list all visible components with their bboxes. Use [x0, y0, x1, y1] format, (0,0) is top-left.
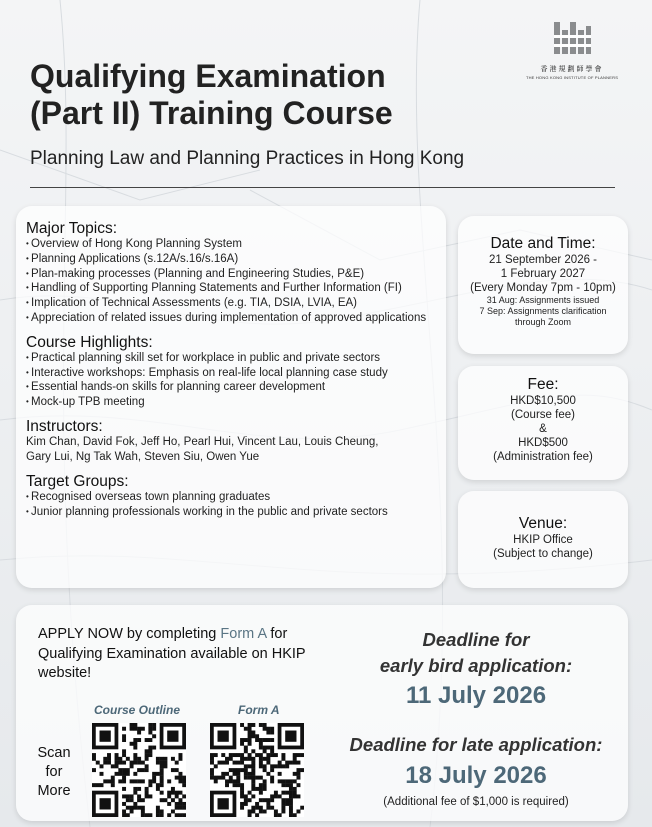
- early-deadline-line-1: Deadline for: [422, 629, 530, 650]
- major-topics-list: [26, 237, 436, 326]
- late-fee-note: (Additional fee of $1,000 is required): [383, 796, 569, 808]
- page-subtitle: Planning Law and Planning Practices in Hong Kong: [30, 148, 465, 169]
- application-panel: [16, 605, 628, 821]
- fee-panel: [458, 366, 628, 480]
- form-a-qr-label: Form A: [238, 703, 280, 717]
- logo-chinese-name: 香港規劃師學會: [540, 65, 604, 73]
- list-item: • Implication of Technical Assessments (e.g. TIA, DSIA, LVIA, EA): [26, 296, 436, 311]
- fee-ampersand: &: [539, 423, 547, 435]
- list-item: • Handling of Supporting Planning Statements and Further Information (FI): [26, 281, 436, 296]
- early-deadline-date: 11 July 2026: [405, 682, 547, 709]
- list-item: • Recognised overseas town planning graduates: [26, 490, 436, 505]
- form-a-qr-code[interactable]: [210, 723, 304, 817]
- apply-text-start: APPLY NOW by completing: [38, 626, 221, 642]
- venue-note: (Subject to change): [493, 548, 593, 560]
- list-item: • Planning Applications (s.12A/s.16/s.16A): [26, 252, 436, 267]
- schedule-text: (Every Monday 7pm - 10pm): [470, 282, 616, 294]
- list-item: • Overview of Hong Kong Planning System: [26, 237, 436, 252]
- title-line-1: Qualifying Examination: [30, 58, 386, 94]
- page-title: [30, 58, 393, 132]
- venue-place: HKIP Office: [513, 534, 573, 546]
- for-word: for: [45, 764, 63, 780]
- instructors-heading: Instructors:: [26, 417, 103, 435]
- logo-english-name: THE HONG KONG INSTITUTE OF PLANNERS: [525, 75, 619, 80]
- fee-heading: Fee:: [527, 376, 559, 393]
- early-deadline-line-2: early bird application:: [379, 655, 573, 676]
- course-outline-label: Course Outline: [94, 703, 181, 717]
- course-highlights-heading: Course Highlights:: [26, 333, 153, 351]
- hkip-logo: [524, 20, 620, 80]
- course-fee-amount: HKD$10,500: [510, 395, 576, 407]
- major-topics-heading: Major Topics:: [26, 220, 118, 237]
- instructors-line-1: Kim Chan, David Fok, Jeff Ho, Pearl Hui, Vincent Lau, Louis Cheung,: [26, 435, 379, 448]
- apply-text: [38, 625, 318, 684]
- venue-panel: [458, 491, 628, 588]
- list-item: • Practical planning skill set for workplace in public and private sectors: [26, 351, 436, 366]
- admin-fee-label: (Administration fee): [493, 451, 593, 463]
- date-range-end: 1 February 2027: [500, 268, 586, 280]
- scan-for-more-text: [34, 744, 74, 801]
- instructors-line-2: Gary Lui, Ng Tak Wah, Steven Siu, Owen Yue: [26, 450, 260, 463]
- title-line-2: (Part II) Training Course: [30, 95, 393, 131]
- list-item: • Interactive workshops: Emphasis on real-life local planning case study: [26, 366, 436, 381]
- hkip-logo-mark: [552, 20, 592, 56]
- course-highlights-list: [26, 351, 436, 410]
- date-time-heading: Date and Time:: [490, 235, 596, 252]
- venue-heading: Venue:: [518, 515, 568, 532]
- assignment-note-3: through Zoom: [514, 317, 572, 327]
- list-item: • Junior planning professionals working in the public and private sectors: [26, 505, 436, 520]
- course-fee-label: (Course fee): [511, 409, 575, 421]
- more-word: More: [37, 783, 71, 799]
- assignment-note-2: 7 Sep: Assignments clarification: [479, 306, 607, 316]
- target-groups-heading: Target Groups:: [26, 472, 129, 490]
- assignment-note-1: 31 Aug: Assignments issued: [486, 295, 600, 305]
- apply-text-end: for Qualifying Examination available on HKIP website!: [38, 626, 306, 681]
- list-item: • Mock-up TPB meeting: [26, 395, 436, 410]
- course-details-panel: [16, 206, 446, 588]
- target-groups-list: [26, 490, 436, 520]
- date-time-panel: [458, 216, 628, 354]
- form-a-link[interactable]: Form A: [220, 626, 267, 642]
- late-deadline-date: 18 July 2026: [405, 762, 547, 789]
- list-item: • Plan-making processes (Planning and Engineering Studies, P&E): [26, 267, 436, 282]
- course-outline-qr-code[interactable]: [92, 723, 186, 817]
- early-deadline-heading: [346, 627, 606, 679]
- late-deadline-heading: Deadline for late application:: [349, 734, 603, 755]
- title-divider: [30, 187, 615, 188]
- list-item: • Essential hands-on skills for planning career development: [26, 380, 436, 395]
- scan-word: Scan: [37, 745, 71, 761]
- admin-fee-amount: HKD$500: [518, 437, 568, 449]
- list-item: • Appreciation of related issues during implementation of approved applications: [26, 311, 436, 326]
- date-range-start: 21 September 2026 -: [488, 254, 598, 266]
